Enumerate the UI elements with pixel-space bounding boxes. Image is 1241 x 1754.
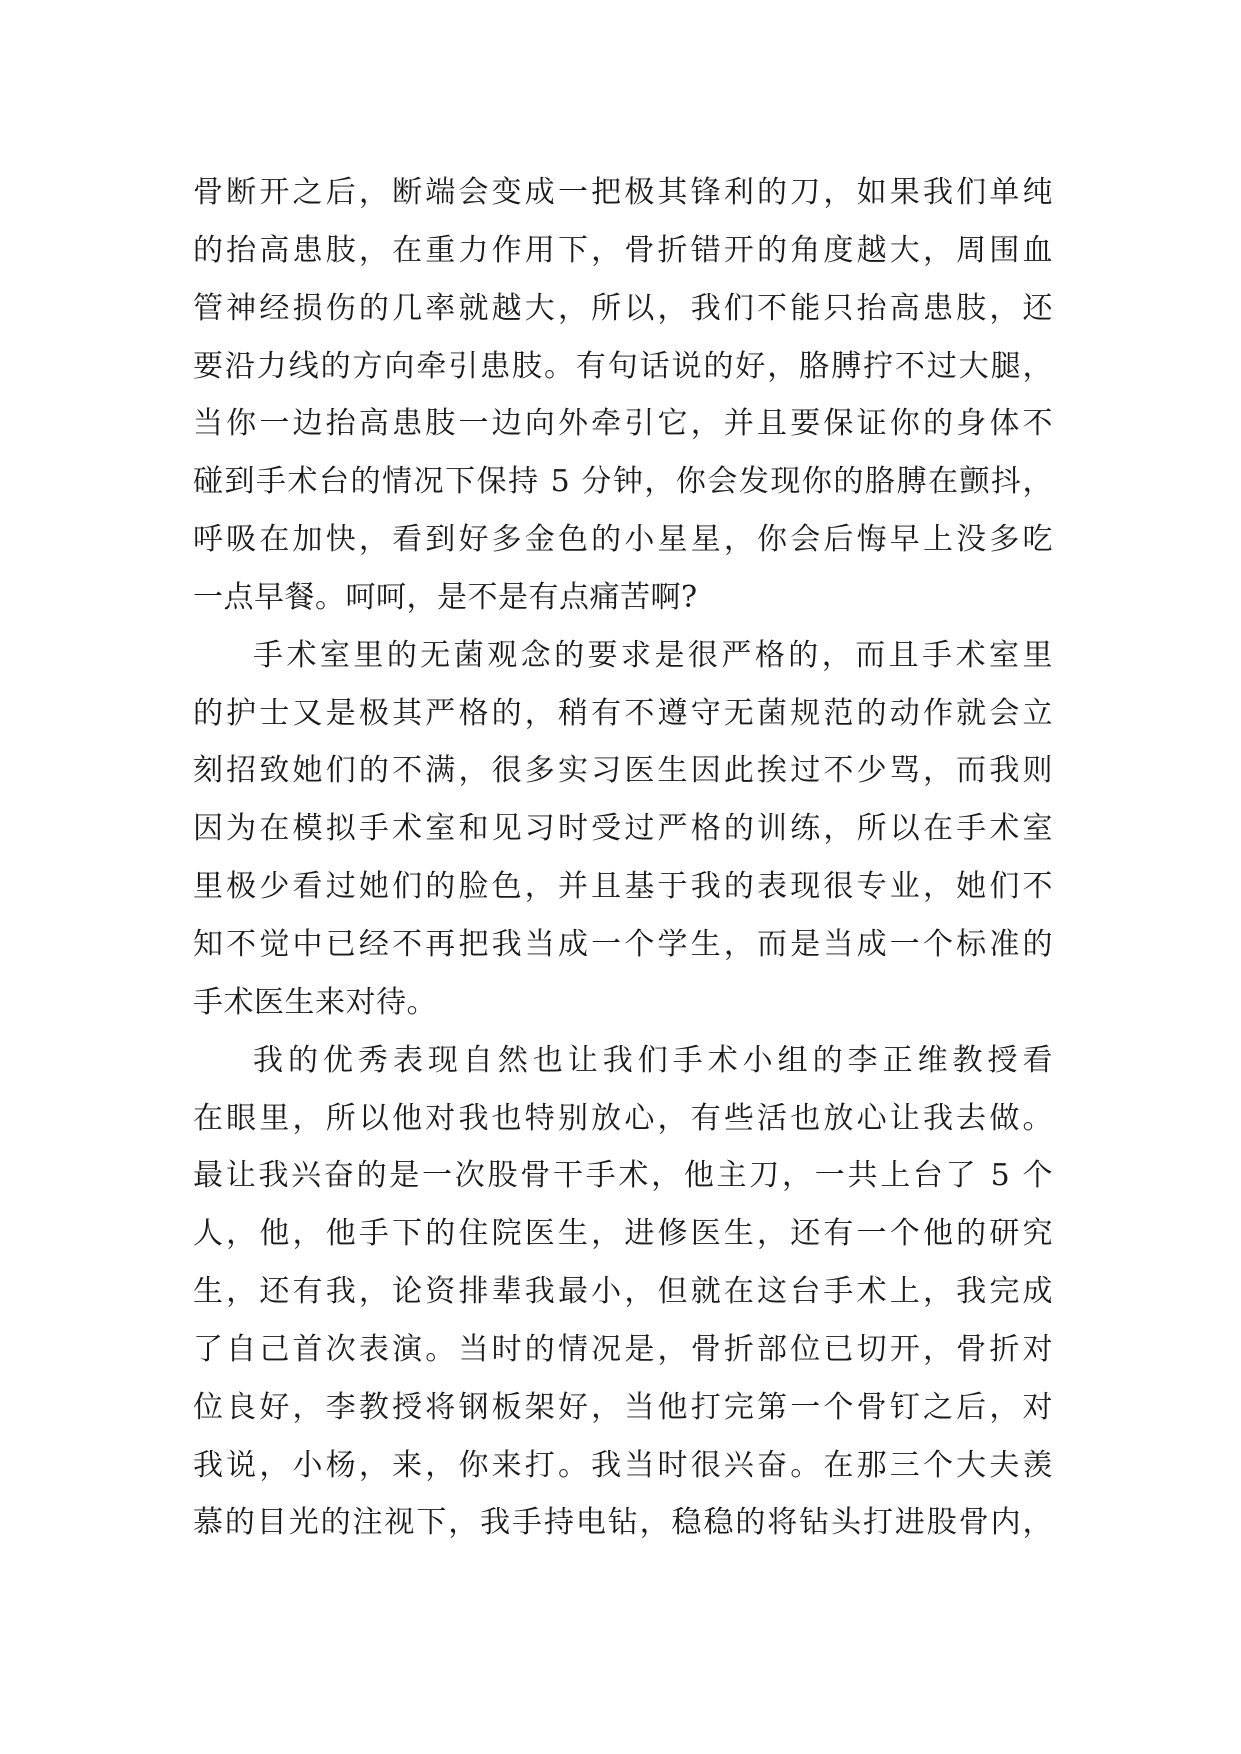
paragraph — [193, 1032, 1053, 1553]
text-line: 我说，小杨，来，你来打。我当时很兴奋。在那三个大夫羡 — [193, 1447, 1053, 1483]
text-line: 手术室里的无菌观念的要求是很严格的，而且手术室里 — [253, 637, 1053, 673]
text-line: 人，他，他手下的住院医生，进修医生，还有一个他的研究 — [193, 1216, 1053, 1252]
text-line: 骨断开之后，断端会变成一把极其锋利的刀，如果我们单纯 — [193, 175, 1053, 210]
text-line: 最让我兴奋的是一次股骨干手术，他主刀，一共上台了 5 个 — [193, 1158, 1053, 1194]
text-line: 知不觉中已经不再把我当成一个学生，而是当成一个标准的 — [193, 926, 1053, 962]
text-line: 里极少看过她们的脸色，并且基于我的表现很专业，她们不 — [193, 869, 1053, 905]
text-line: 手术医生来对待。 — [193, 984, 437, 1020]
text-line: 一点早餐。呵呵，是不是有点痛苦啊? — [193, 579, 698, 615]
text-line: 的护士又是极其严格的，稍有不遵守无菌规范的动作就会立 — [193, 695, 1053, 731]
text-line: 呼吸在加快，看到好多金色的小星星，你会后悔早上没多吃 — [193, 522, 1053, 558]
text-line: 在眼里，所以他对我也特别放心，有些活也放心让我去做。 — [193, 1100, 1053, 1136]
text-line: 我的优秀表现自然也让我们手术小组的李正维教授看 — [253, 1042, 1053, 1078]
text-line: 当你一边抬高患肢一边向外牵引它，并且要保证你的身体不 — [193, 406, 1053, 442]
paragraph — [193, 164, 1053, 627]
text-line: 管神经损伤的几率就越大，所以，我们不能只抬高患肢，还 — [193, 290, 1053, 326]
text-line: 碰到手术台的情况下保持 5 分钟，你会发现你的胳膊在颤抖， — [193, 464, 1053, 500]
text-line: 慕的目光的注视下，我手持电钻，稳稳的将钻头打进股骨内， — [193, 1505, 1053, 1541]
text-line: 要沿力线的方向牵引患肢。有句话说的好，胳膊拧不过大腿， — [193, 348, 1053, 384]
text-line: 位良好，李教授将钢板架好，当他打完第一个骨钉之后，对 — [193, 1389, 1053, 1425]
text-line: 因为在模拟手术室和见习时受过严格的训练，所以在手术室 — [193, 811, 1053, 847]
document-body — [193, 164, 1053, 1552]
text-line: 的抬高患肢，在重力作用下，骨折错开的角度越大，周围血 — [193, 232, 1053, 268]
text-line: 刻招致她们的不满，很多实习医生因此挨过不少骂，而我则 — [193, 753, 1053, 789]
text-line: 了自己首次表演。当时的情况是，骨折部位已切开，骨折对 — [193, 1331, 1053, 1367]
paragraph — [193, 627, 1053, 1032]
text-line: 生，还有我，论资排辈我最小，但就在这台手术上，我完成 — [193, 1274, 1053, 1310]
